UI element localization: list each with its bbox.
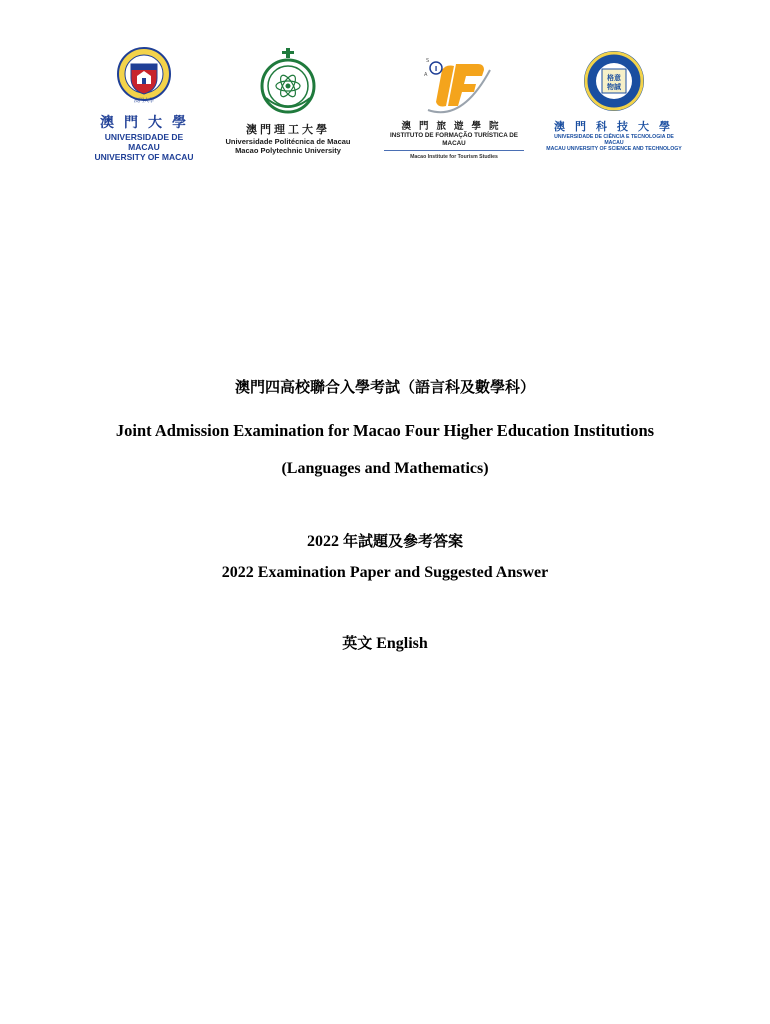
um-english-name: UNIVERSITY OF MACAU — [94, 152, 194, 163]
mpu-emblem-icon — [260, 48, 316, 114]
must-english-name: MACAU UNIVERSITY OF SCIENCE AND TECHNOLOGY — [546, 146, 682, 153]
must-logo — [544, 50, 684, 153]
svg-text:澳門大學: 澳門大學 — [133, 98, 155, 104]
university-of-macau-logo — [88, 46, 200, 163]
exam-subjects: (Languages and Mathematics) — [281, 460, 489, 477]
svg-text:物誠: 物誠 — [607, 83, 621, 91]
ift-english-name: Macao Institute for Tourism Studies — [410, 154, 498, 161]
paper-title-english: 2022 Examination Paper and Suggested Answer — [221, 564, 549, 581]
ift-chinese-name: 澳門旅遊學院 — [401, 121, 507, 132]
must-portuguese-name: UNIVERSIDADE DE CIÊNCIA E TECNOLOGIA DE MACAU — [554, 134, 674, 147]
um-portuguese-name: UNIVERSIDADE DE MACAU — [104, 132, 184, 153]
paper-title-chinese — [0, 530, 770, 551]
svg-text:I: I — [434, 65, 438, 73]
exam-title-english: Joint Admission Examination for Macao Four Higher Education Institutions — [115, 421, 655, 440]
mpu-portuguese-name: Universidade Politécnica de Macau — [225, 137, 351, 146]
ift-mark-icon — [414, 54, 494, 116]
svg-text:格意: 格意 — [607, 74, 621, 82]
um-crest-icon — [117, 46, 171, 106]
must-emblem-icon — [583, 50, 645, 112]
macao-polytechnic-university-logo — [222, 48, 354, 155]
ift-divider — [384, 150, 524, 151]
paper-title-chinese-text: 年試題及參考答案 — [342, 532, 463, 550]
um-chinese-name: 澳門大學 — [100, 115, 196, 131]
subject-heading — [0, 632, 770, 653]
paper-year: 2022 — [306, 533, 339, 550]
mpu-english-name: Macao Polytechnic University — [235, 146, 341, 155]
subject-chinese: 英文 — [342, 634, 373, 652]
ift-portuguese-name: INSTITUTO DE FORMAÇÃO TURÍSTICA DE MACAU — [389, 132, 519, 147]
must-chinese-name: 澳門科技大學 — [554, 120, 680, 133]
mpu-chinese-name: 澳門理工大學 — [246, 123, 330, 136]
svg-text:S: S — [426, 58, 430, 64]
subject-english: English — [376, 635, 428, 652]
svg-text:A: A — [424, 72, 428, 78]
ift-logo — [384, 54, 524, 160]
exam-title-chinese: 澳門四高校聯合入學考試（語言科及數學科） — [234, 378, 535, 396]
